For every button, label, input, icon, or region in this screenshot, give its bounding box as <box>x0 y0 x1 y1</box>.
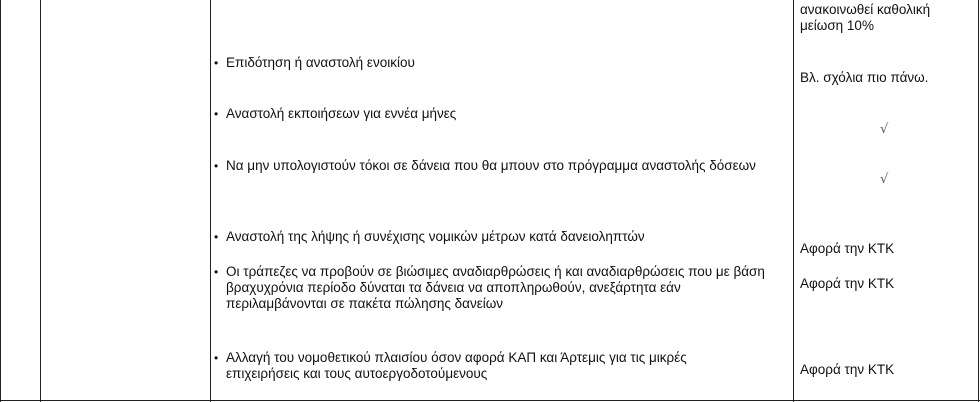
list-item-text: Αλλαγή του νομοθετικού πλαισίου όσον αφορά ΚΑΠ και Άρτεμις για τις μικρές επιχειρήσεις και τους αυτοεργοδοτούμενους <box>226 350 687 381</box>
list-item <box>214 350 759 382</box>
bullet-icon: • <box>214 107 219 121</box>
table-right-border <box>978 0 979 402</box>
bullet-icon: • <box>214 265 219 279</box>
bullet-icon: • <box>214 351 219 365</box>
checkmark-icon: √ <box>880 172 889 187</box>
note-universal-reduction: ανακοινωθεί καθολική μείωση 10% <box>800 2 931 33</box>
bullet-icon: • <box>214 230 219 244</box>
list-item-text: Οι τράπεζες να προβούν σε βιώσιμες αναδιαρθρώσεις ή και αναδιαρθρώσεις που με βάση βραχυχρόνια περίοδο δύναται τα δάνεια να αποπληρωθούν, ανεξάρτητα εάν περιλαμβάνονται σε πακέτα πώλησης δανείων <box>226 264 765 311</box>
note-ktk: Αφορά την ΚΤΚ <box>800 362 895 377</box>
list-item-text: Να μην υπολογιστούν τόκοι σε δάνεια που θα μπουν στο πρόγραμμα αναστολής δόσεων <box>226 158 756 173</box>
list-item <box>214 106 784 122</box>
table-column-divider-2 <box>210 0 211 402</box>
note-see-comments: Βλ. σχόλια πιο πάνω. <box>800 70 929 85</box>
bullet-icon: • <box>214 159 219 173</box>
table-left-border <box>0 0 1 402</box>
note-ktk: Αφορά την ΚΤΚ <box>800 276 895 291</box>
list-item <box>214 264 784 312</box>
checkmark-icon: √ <box>880 122 889 137</box>
bullet-icon: • <box>214 56 219 70</box>
table-column-divider-3 <box>793 0 794 402</box>
table-bottom-border <box>0 400 980 401</box>
list-item <box>214 229 784 245</box>
list-item <box>214 55 784 71</box>
list-item-text: Αναστολή εκποιήσεων για εννέα μήνες <box>226 106 457 121</box>
note-ktk: Αφορά την ΚΤΚ <box>800 241 895 256</box>
table-column-divider-1 <box>40 0 41 402</box>
list-item-text: Αναστολή της λήψης ή συνέχισης νομικών μέτρων κατά δανειοληπτών <box>226 229 645 244</box>
list-item <box>214 158 774 174</box>
list-item-text: Επιδότηση ή αναστολή ενοικίου <box>226 55 415 70</box>
